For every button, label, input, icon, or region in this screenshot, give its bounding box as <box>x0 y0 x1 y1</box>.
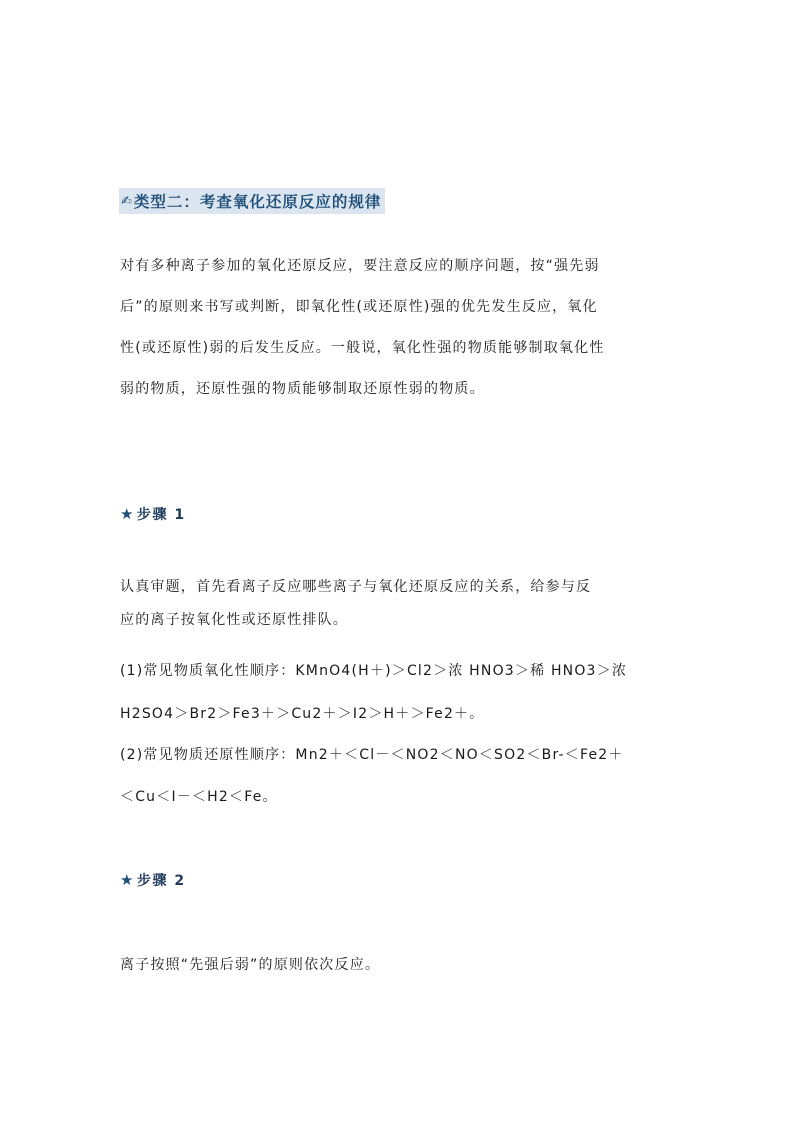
section-heading-text: 类型二：考查氧化还原反应的规律 <box>133 193 382 211</box>
intro-line-4: 弱的物质，还原性强的物质能够制取还原性弱的物质。 <box>120 381 485 397</box>
step-2-desc: 离子按照“先强后弱”的原则依次反应。 <box>120 957 381 973</box>
step-1-label: 步骤 1 <box>136 507 186 523</box>
section-heading <box>119 188 385 214</box>
reduction-order-line-2: ＜Cu＜I－＜H2＜Fe。 <box>120 789 278 805</box>
step-1-desc-line-1: 认真审题，首先看离子反应哪些离子与氧化还原反应的关系，给参与反 <box>120 579 592 595</box>
pen-writing-icon: ✍ <box>121 193 133 209</box>
oxidation-order-line-1: (1)常见物质氧化性顺序：KMnO4(H＋)＞Cl2＞浓 HNO3＞稀 HNO3＞浓 <box>120 663 628 679</box>
intro-line-1: 对有多种离子参加的氧化还原反应，要注意反应的顺序问题，按“强先弱 <box>120 258 600 274</box>
step-1-heading <box>120 504 186 524</box>
oxidation-order-line-2: H2SO4＞Br2＞Fe3＋＞Cu2＋＞I2＞H＋＞Fe2＋。 <box>120 706 485 722</box>
step-2-label: 步骤 2 <box>136 873 186 889</box>
intro-line-2: 后”的原则来书写或判断，即氧化性(或还原性)强的优先发生反应，氧化 <box>120 299 598 315</box>
reduction-order-line-1: (2)常见物质还原性顺序：Mn2＋＜Cl－＜NO2＜NO＜SO2＜Br-＜Fe2＋ <box>120 747 624 763</box>
star-icon: ★ <box>120 505 135 523</box>
step-1-desc-line-2: 应的离子按氧化性或还原性排队。 <box>120 612 348 628</box>
star-icon: ★ <box>120 871 135 889</box>
step-2-heading <box>120 870 186 890</box>
intro-line-3: 性(或还原性)弱的后发生反应。一般说，氧化性强的物质能够制取氧化性 <box>120 340 605 356</box>
